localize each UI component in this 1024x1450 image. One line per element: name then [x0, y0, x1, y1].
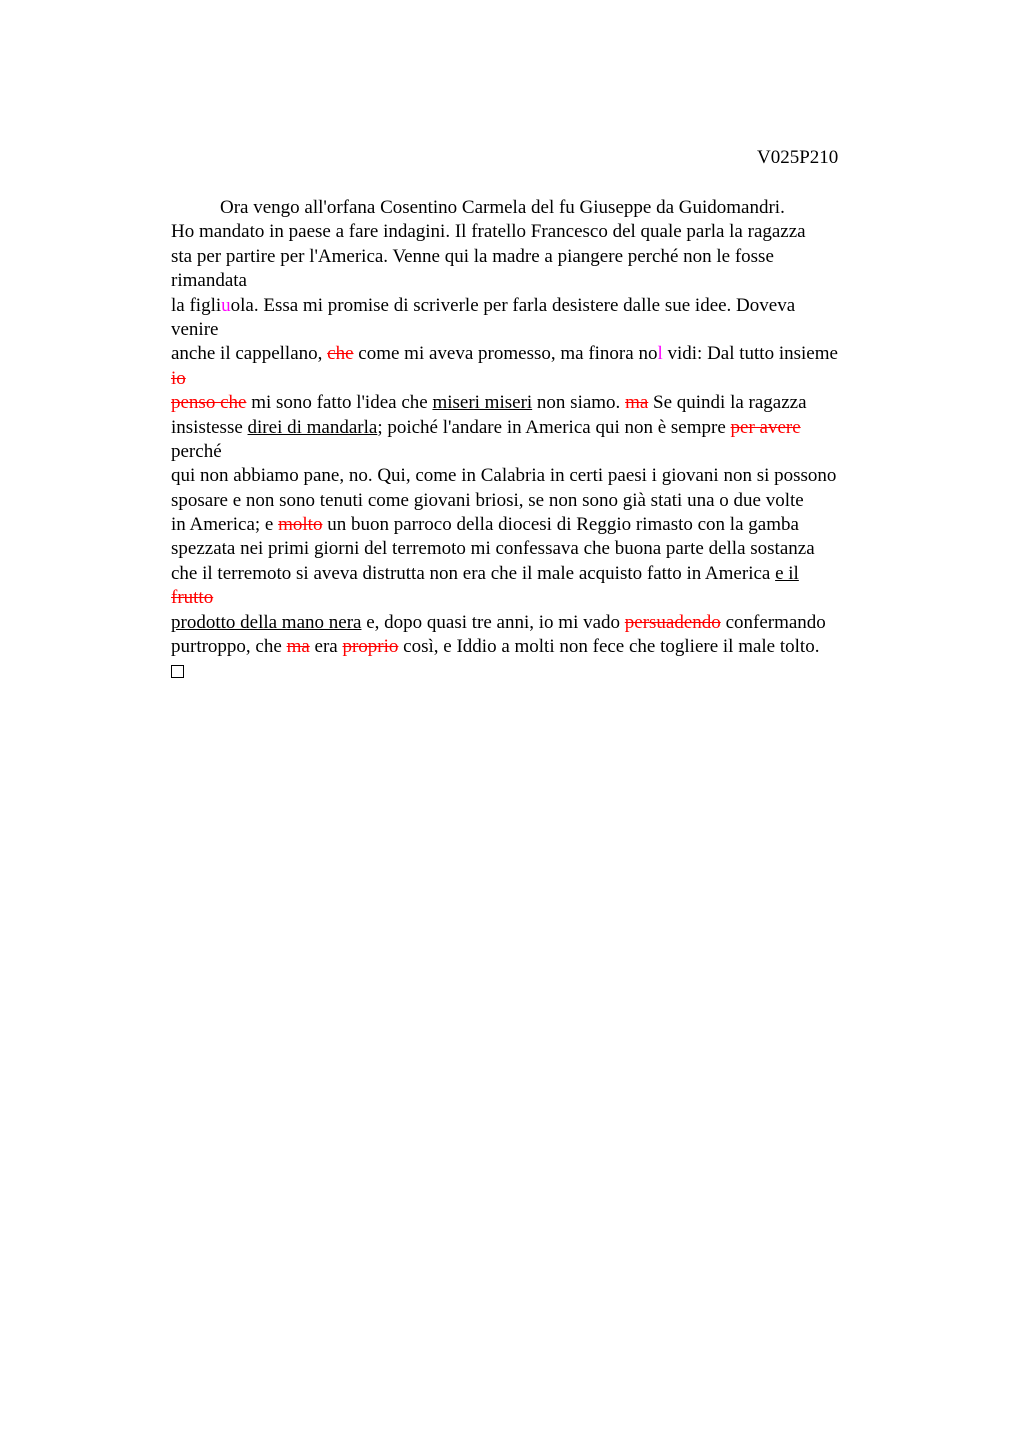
text-segment: venire: [171, 318, 219, 340]
text-line: [171, 489, 911, 513]
transcription-body: [171, 196, 911, 684]
text-line: [171, 391, 911, 415]
text-line: [171, 245, 911, 269]
text-segment: ; poiché l'andare in America qui non è sempre: [377, 416, 731, 438]
text-line: [171, 342, 911, 366]
square-outline-icon: [171, 665, 184, 678]
text-segment: era: [309, 636, 343, 658]
deleted-text: che: [327, 343, 354, 365]
deleted-text: penso che: [171, 392, 247, 414]
deleted-text: per avere: [730, 416, 801, 438]
inserted-text: l: [657, 343, 663, 365]
deleted-text: ma: [625, 392, 649, 414]
underlined-text: miseri miseri: [432, 392, 533, 414]
text-segment: ola. Essa mi promise di scriverle per farla desistere dalle sue idee. Doveva: [230, 294, 796, 316]
text-segment: anche il cappellano,: [171, 343, 328, 365]
text-segment: che il terremoto si aveva distrutta non era che il male acquisto fatto in America: [171, 562, 776, 584]
deleted-text: persuadendo: [624, 611, 721, 633]
text-segment: in America; e: [171, 514, 279, 536]
text-line: [171, 367, 911, 391]
page-id: V025P210: [757, 147, 839, 168]
text-line: [171, 294, 911, 318]
text-segment: spezzata nei primi giorni del terremoto mi confessava che buona parte della sostanza: [171, 538, 815, 560]
text-line: [171, 220, 911, 244]
deleted-text: molto: [278, 514, 323, 536]
deleted-text: ma: [286, 636, 310, 658]
text-segment: qui non abbiamo pane, no. Qui, come in Calabria in certi paesi i giovani non si possono: [171, 465, 837, 487]
text-segment: purtroppo, che: [171, 636, 287, 658]
text-line: [171, 537, 911, 561]
text-line: [171, 513, 911, 537]
underlined-text: prodotto della mano nera: [171, 611, 362, 633]
text-segment: come mi aveva promesso, ma finora no: [353, 343, 658, 365]
text-line: [171, 269, 911, 293]
text-segment: Se quindi la ragazza: [648, 392, 807, 414]
text-line: [171, 318, 911, 342]
text-line: [171, 562, 911, 586]
text-line: [171, 196, 911, 220]
text-segment: perché: [171, 440, 222, 462]
text-segment: così, e Iddio a molti non fece che togliere il male tolto.: [398, 636, 820, 658]
deleted-text: proprio: [342, 636, 399, 658]
deleted-text: frutto: [171, 587, 214, 609]
text-segment: rimandata: [171, 270, 247, 292]
text-segment: mi sono fatto l'idea che: [246, 392, 433, 414]
deleted-text: io: [171, 367, 186, 389]
text-segment: sta per partire per l'America. Venne qui la madre a piangere perché non le fosse: [171, 245, 774, 267]
underlined-text: direi di mandarla: [247, 416, 378, 438]
text-line: [171, 464, 911, 488]
text-segment: non siamo.: [532, 392, 626, 414]
text-segment: Ho mandato in paese a fare indagini. Il fratello Francesco del quale parla la ragazza: [171, 221, 806, 243]
text-line: [171, 635, 911, 659]
text-line: [171, 440, 911, 464]
inserted-text: u: [221, 294, 231, 316]
text-segment: la figli: [171, 294, 222, 316]
text-segment: confermando: [720, 611, 826, 633]
text-segment: insistesse: [171, 416, 248, 438]
text-segment: Ora vengo all'orfana Cosentino Carmela del fu Giuseppe da Guidomandri.: [220, 197, 785, 218]
underlined-text: e il: [775, 562, 799, 584]
text-line: [171, 416, 911, 440]
text-segment: e, dopo quasi tre anni, io mi vado: [361, 611, 625, 633]
text-segment: sposare e non sono tenuti come giovani briosi, se non sono già stati una o due volte: [171, 489, 804, 511]
text-line: [171, 611, 911, 635]
end-mark-line: [171, 659, 911, 683]
text-line: [171, 586, 911, 610]
text-segment: un buon parroco della diocesi di Reggio rimasto con la gamba: [322, 514, 799, 536]
text-segment: vidi: Dal tutto insieme: [662, 343, 838, 365]
